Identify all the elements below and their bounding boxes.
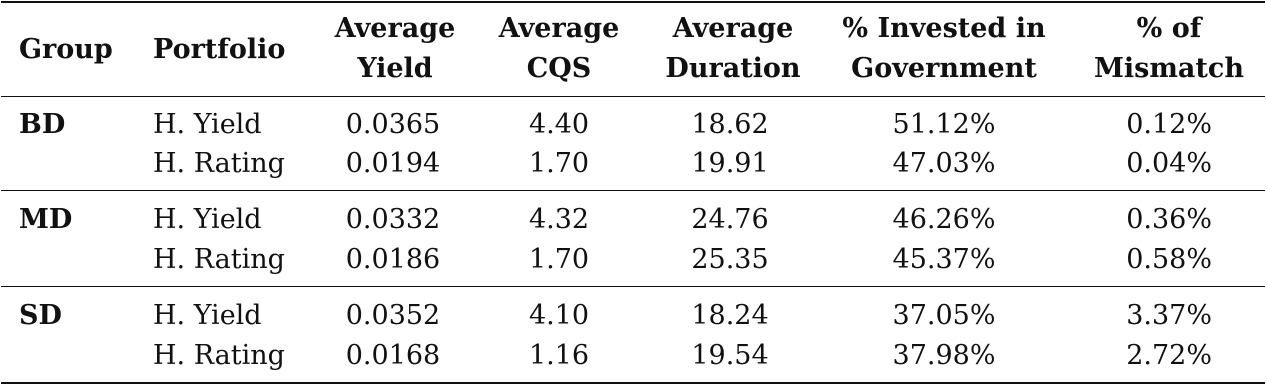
cell-mismatch: 0.12% [1126, 109, 1212, 140]
header-group: Group [19, 34, 113, 65]
cell-mismatch: 2.72% [1126, 340, 1212, 371]
header-rule [1, 96, 1265, 97]
cell-portfolio: H. Yield [153, 204, 262, 235]
cell-portfolio: H. Rating [153, 340, 285, 371]
top-rule [1, 1, 1265, 3]
cell-cqs: 4.10 [528, 300, 590, 331]
header-average-duration-line2: Duration [665, 53, 801, 84]
header-average-duration-line1: Average [672, 13, 794, 44]
cell-duration: 19.54 [691, 340, 769, 371]
cell-portfolio: H. Rating [153, 148, 285, 179]
header-mismatch-line1: % of [1136, 13, 1202, 44]
cell-mismatch: 0.58% [1126, 244, 1212, 275]
cell-duration: 18.24 [691, 300, 769, 331]
cell-mismatch: 0.36% [1126, 204, 1212, 235]
cell-duration: 24.76 [691, 204, 769, 235]
header-mismatch-line2: Mismatch [1094, 53, 1244, 84]
group-label: SD [19, 300, 62, 331]
cell-duration: 19.91 [691, 148, 769, 179]
cell-government: 45.37% [892, 244, 996, 275]
header-average-cqs-line2: CQS [526, 53, 592, 84]
cell-cqs: 1.70 [528, 244, 590, 275]
cell-cqs: 1.16 [528, 340, 590, 371]
cell-government: 37.05% [892, 300, 996, 331]
header-average-cqs-line1: Average [498, 13, 620, 44]
cell-yield: 0.0332 [345, 204, 441, 235]
group-label: BD [19, 109, 66, 140]
cell-cqs: 4.40 [528, 109, 590, 140]
cell-cqs: 1.70 [528, 148, 590, 179]
cell-government: 47.03% [892, 148, 996, 179]
cell-government: 46.26% [892, 204, 996, 235]
cell-government: 37.98% [892, 340, 996, 371]
header-invested-government-line2: Government [851, 53, 1037, 84]
cell-mismatch: 0.04% [1126, 148, 1212, 179]
cell-portfolio: H. Yield [153, 109, 262, 140]
cell-yield: 0.0365 [345, 109, 441, 140]
cell-cqs: 4.32 [528, 204, 590, 235]
cell-mismatch: 3.37% [1126, 300, 1212, 331]
header-average-yield-line1: Average [334, 13, 456, 44]
cell-government: 51.12% [892, 109, 996, 140]
header-invested-government-line1: % Invested in [842, 13, 1046, 44]
cell-yield: 0.0352 [345, 300, 441, 331]
header-portfolio: Portfolio [153, 34, 286, 65]
cell-yield: 0.0186 [345, 244, 441, 275]
group-divider-2 [1, 286, 1265, 287]
group-label: MD [19, 204, 73, 235]
cell-yield: 0.0194 [345, 148, 441, 179]
header-average-yield-line2: Yield [357, 53, 433, 84]
cell-duration: 25.35 [691, 244, 769, 275]
cell-portfolio: H. Yield [153, 300, 262, 331]
bottom-rule [1, 382, 1265, 384]
cell-portfolio: H. Rating [153, 244, 285, 275]
group-divider-1 [1, 190, 1265, 191]
cell-duration: 18.62 [691, 109, 769, 140]
cell-yield: 0.0168 [345, 340, 441, 371]
